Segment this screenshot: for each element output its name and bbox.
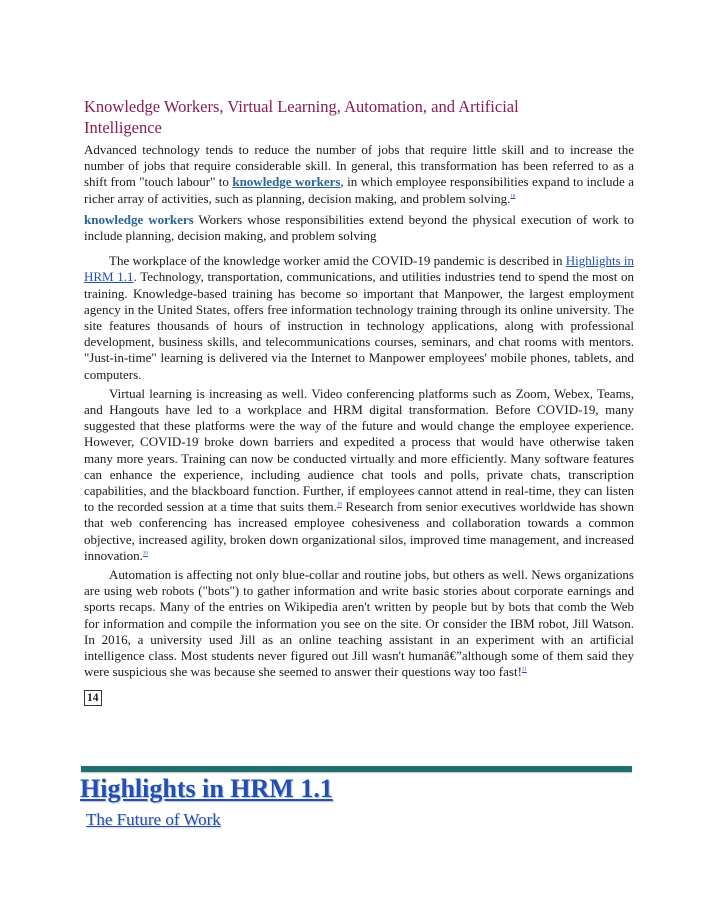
page-number-box: 14 bbox=[84, 690, 102, 706]
workplace-text-before: The workplace of the knowledge worker amid the COVID-19 pandemic is described in bbox=[109, 253, 566, 269]
section-divider bbox=[81, 766, 632, 772]
footnote-21-link[interactable]: 21 bbox=[521, 667, 527, 673]
definition-text: Workers whose responsibilities extend beyond the physical execution of work to include planning, decision making, and problem solving bbox=[84, 211, 635, 244]
footnote-20-link[interactable]: 20 bbox=[142, 551, 148, 557]
highlights-hrm-link[interactable]: Highlights in HRM 1.1 bbox=[84, 253, 634, 285]
section-heading: Knowledge Workers, Virtual Learning, Automation, and Artificial Intelligence bbox=[84, 97, 519, 137]
virtual-text-middle: Research from senior executives worldwide has shown that web conferencing has increased employee cohesiveness and collaboration towards a common objective, increased agility, broken down organizational silos, improved time management, and increased innovation. bbox=[84, 499, 634, 563]
footnote-18-link[interactable]: 18 bbox=[510, 194, 516, 200]
virtual-text-before: Virtual learning is increasing as well. Video conferencing platforms such as Zoom, Webex, Teams, and Hangouts have led to a workplace and HRM digital transformation. Before COVID-19, many suggested that these platforms were the way of the future and would change the employee experience. However, COVID-19 broke down barriers and expedited a process that would have otherwise taken many more years. Training can now be conducted virtually and more efficiently. Many software features can enhance the experience, including audience chat tools and polls, private chats, transcription capabilities, and the blackboard function. Further, if employees cannot attend in real-time, they can listen to the recorded session at a time that suits them. bbox=[84, 385, 634, 515]
intro-text-after: , in which employee responsibilities expand to include a richer array of activities, such as planning, decision making, and problem solving. bbox=[84, 174, 634, 206]
intro-text-before: Advanced technology tends to reduce the number of jobs that require little skill and to increase the number of jobs that require considerable skill. In general, this transformation has been referred to as a shift from "touch labour" to bbox=[84, 142, 634, 190]
automation-paragraph bbox=[84, 567, 634, 680]
definition-paragraph bbox=[84, 212, 634, 244]
intro-paragraph bbox=[84, 142, 634, 207]
highlights-subtitle-link[interactable]: The Future of Work bbox=[86, 810, 221, 829]
virtual-learning-paragraph bbox=[84, 386, 634, 564]
workplace-paragraph bbox=[84, 253, 634, 383]
knowledge-workers-link[interactable]: knowledge workers bbox=[232, 174, 341, 190]
definition-term: knowledge workers bbox=[84, 211, 194, 227]
workplace-text-after: . Technology, transportation, communications, and utilities industries tend to spend the most on training. Knowledge-based training has become so important that Manpower, the largest employment agency in the United States, offers free information technology training through its online university. The site features thousands of hours of instruction in technology applications, along with professional development, business skills, and telecommunications courses, seminars, and chat rooms with mentors. "Just-in-time" learning is delivered via the Internet to Manpower employees' mobile phones, tablets, and computers. bbox=[84, 269, 634, 382]
document-body bbox=[84, 96, 634, 706]
footnote-19-link[interactable]: 19 bbox=[336, 502, 342, 508]
automation-text: Automation is affecting not only blue-collar and routine jobs, but others as well. News organizations are using web robots ("bots") to gather information and write basic stories about corporate earnings and sports recaps. Many of the entries on Wikipedia aren't written by people but by bots that comb the Web for information and compile the information you see on the site. Or consider the IBM robot, Jill Watson. In 2016, a university used Jill as an online teaching assistant in an experiment with an artificial intelligence class. Most students never figured out Jill wasn't humanâ€”although some of them said they were suspicious she was because she seemed to answer their questions way too fast! bbox=[84, 567, 634, 680]
highlights-title-link[interactable]: Highlights in HRM 1.1 bbox=[80, 774, 333, 803]
